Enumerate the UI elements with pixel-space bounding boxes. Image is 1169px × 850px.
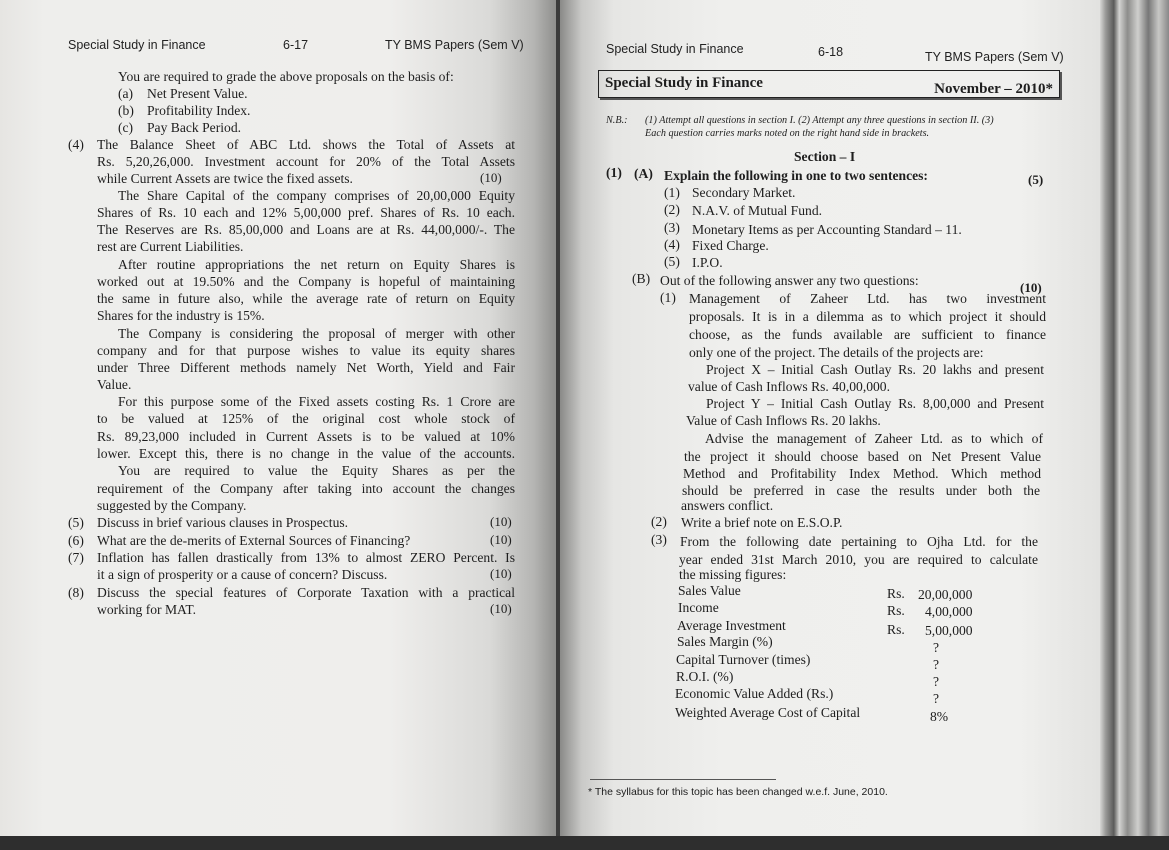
q8-text: working for MAT. bbox=[97, 602, 197, 617]
table-row-label: Income bbox=[678, 600, 719, 615]
table-row-value: 20,00,000 bbox=[918, 587, 973, 602]
q4-line: rest are Current Liabilities. bbox=[97, 239, 244, 254]
exam-title-box bbox=[598, 70, 1060, 98]
q5-number: (5) bbox=[68, 515, 84, 530]
q4-line: Rs. 5,20,26,000. Investment account for 20% of the Total Assets bbox=[97, 154, 515, 169]
part-b-q1-line: Value of Cash Inflows Rs. 20 lakhs. bbox=[686, 413, 881, 428]
part-a-item: Secondary Market. bbox=[692, 185, 796, 200]
footnote-rule bbox=[590, 779, 776, 780]
part-a-item-number: (5) bbox=[664, 254, 680, 269]
exam-subject: Special Study in Finance bbox=[605, 75, 763, 91]
part-b-q1-line: the project it should choose based on Net Present Value bbox=[684, 449, 1041, 464]
q4-line: lower. Except this, there is no change in the value of the accounts. bbox=[97, 446, 515, 461]
left-header-title: Special Study in Finance bbox=[68, 38, 206, 52]
q6-text: What are the de-merits of External Sources of Financing? bbox=[97, 533, 411, 548]
q6-marks: (10) bbox=[490, 532, 512, 547]
part-b-q1-line: Method and Profitability Index Method. Which method bbox=[683, 466, 1041, 481]
right-header-series: TY BMS Papers (Sem V) bbox=[925, 50, 1064, 64]
exam-session: November – 2010* bbox=[934, 81, 1053, 97]
criteria-label: (c) bbox=[118, 120, 134, 135]
left-page bbox=[0, 0, 556, 850]
criteria-text: Pay Back Period. bbox=[147, 120, 242, 135]
q6-number: (6) bbox=[68, 533, 84, 548]
part-b-q2-number: (2) bbox=[651, 514, 667, 529]
criteria-label: (a) bbox=[118, 86, 134, 101]
table-row-label: Sales Value bbox=[678, 583, 741, 598]
q4-line: requirement of the Company after taking into account the changes bbox=[97, 481, 515, 496]
book-page-edges bbox=[1100, 0, 1169, 850]
table-row-currency: Rs. bbox=[887, 622, 905, 637]
criteria-text: Profitability Index. bbox=[147, 103, 251, 118]
q4-line: For this purpose some of the Fixed assets costing Rs. 1 Crore are bbox=[118, 394, 515, 409]
table-row-value: 8% bbox=[930, 709, 949, 724]
right-page-number: 6-18 bbox=[818, 45, 844, 59]
q4-line: The Company is considering the proposal of merger with other bbox=[118, 326, 515, 341]
part-b-q3-number: (3) bbox=[651, 532, 667, 547]
part-a-heading: Explain the following in one to two sentences: bbox=[664, 168, 928, 183]
q8-number: (8) bbox=[68, 585, 84, 600]
table-row-label: R.O.I. (%) bbox=[676, 669, 734, 684]
part-b-q3-line: From the following date pertaining to Ojha Ltd. for the bbox=[680, 534, 1038, 549]
table-row-currency: Rs. bbox=[887, 603, 905, 618]
q4-line: The Balance Sheet of ABC Ltd. shows the Total of Assets at bbox=[97, 137, 515, 152]
q4-line: After routine appropriations the net return on Equity Shares is bbox=[118, 257, 515, 272]
section-heading: Section – I bbox=[794, 149, 856, 164]
q4-line: the same in future also, while the average rate of return on Equity bbox=[97, 291, 515, 306]
part-b-q1-line: Project X – Initial Cash Outlay Rs. 20 lakhs and present bbox=[706, 362, 1044, 377]
criteria-text: Net Present Value. bbox=[147, 86, 248, 101]
part-b-q1-line: should be preferred in case the results under both the bbox=[682, 483, 1040, 498]
q7-marks: (10) bbox=[490, 566, 512, 581]
q4-line: The Share Capital of the company comprises of 20,00,000 Equity bbox=[118, 188, 515, 203]
part-b-q1-line: proposals. It is in a dilemma as to which project it should bbox=[689, 309, 1046, 324]
part-b-q1-line: only one of the project. The details of the projects are: bbox=[689, 345, 984, 360]
part-b-q1-line: choose, as the funds available are sufficient to finance bbox=[689, 327, 1046, 342]
q4-line: under Three Different methods namely Net Worth, Yield and Fair bbox=[97, 360, 515, 375]
part-b-q1-line: Advise the management of Zaheer Ltd. as to which of bbox=[705, 431, 1043, 446]
question-1-number: (1) bbox=[606, 165, 622, 180]
q8-text: Discuss the special features of Corporate Taxation with a practical bbox=[97, 585, 515, 600]
part-a-marks: (5) bbox=[1028, 172, 1044, 187]
part-a-item-number: (3) bbox=[664, 220, 680, 235]
part-a-item-number: (1) bbox=[664, 185, 680, 200]
q4-number: (4) bbox=[68, 137, 84, 152]
q4-line: Shares for the industry is 15%. bbox=[97, 308, 265, 323]
part-a-item: N.A.V. of Mutual Fund. bbox=[692, 203, 823, 218]
q4-line: You are required to value the Equity Shares as per the bbox=[118, 463, 515, 478]
q7-text: it a sign of prosperity or a cause of concern? Discuss. bbox=[97, 567, 388, 582]
part-a-item-number: (2) bbox=[664, 202, 680, 217]
table-row-value: 4,00,000 bbox=[925, 604, 973, 619]
part-b-q1-line: Management of Zaheer Ltd. has two investment bbox=[689, 291, 1046, 306]
table-row-label: Capital Turnover (times) bbox=[676, 652, 811, 667]
part-b-marks: (10) bbox=[1020, 280, 1042, 295]
part-b-q3-line: the missing figures: bbox=[679, 567, 787, 582]
table-row-value: ? bbox=[933, 691, 940, 706]
q7-number: (7) bbox=[68, 550, 84, 565]
part-b-heading: Out of the following answer any two questions: bbox=[660, 273, 919, 288]
part-a-item: Fixed Charge. bbox=[692, 238, 769, 253]
scanner-bottom-edge bbox=[0, 836, 1169, 850]
q4-line: company and for that purpose wishes to value its equity shares bbox=[97, 343, 515, 358]
table-row-label: Average Investment bbox=[677, 618, 786, 633]
part-a-item: Monetary Items as per Accounting Standard – 11. bbox=[692, 222, 962, 237]
nb-instructions: Each question carries marks noted on the right hand side in brackets. bbox=[645, 128, 930, 139]
footnote: * The syllabus for this topic has been changed w.e.f. June, 2010. bbox=[588, 786, 888, 798]
part-a-label: (A) bbox=[634, 166, 653, 181]
left-header-series: TY BMS Papers (Sem V) bbox=[385, 38, 524, 52]
part-b-q2-text: Write a brief note on E.S.O.P. bbox=[681, 515, 843, 530]
table-row-currency: Rs. bbox=[887, 586, 905, 601]
q4-line: The Reserves are Rs. 85,00,000 and Loans are at Rs. 44,00,000/-. The bbox=[97, 222, 515, 237]
q5-marks: (10) bbox=[490, 514, 512, 529]
q8-marks: (10) bbox=[490, 601, 512, 616]
table-row-value: ? bbox=[933, 657, 940, 672]
part-b-q1-line: Project Y – Initial Cash Outlay Rs. 8,00,000 and Present bbox=[706, 396, 1044, 411]
criteria-label: (b) bbox=[118, 103, 134, 118]
q4-line: while Current Assets are twice the fixed assets. bbox=[97, 171, 353, 186]
q4-line: Shares of Rs. 10 each and 12% 5,00,000 pref. Shares of Rs. 10 each. bbox=[97, 205, 515, 220]
part-b-q3-line: year ended 31st March 2010, you are required to calculate bbox=[679, 552, 1038, 567]
q4-line: suggested by the Company. bbox=[97, 498, 247, 513]
part-b-q1-line: answers conflict. bbox=[681, 498, 774, 513]
table-row-label: Weighted Average Cost of Capital bbox=[675, 705, 861, 720]
q4-marks: (10) bbox=[480, 170, 502, 185]
q4-line: Rs. 89,23,000 included in Current Assets is to be valued at 10% bbox=[97, 429, 515, 444]
table-row-value: ? bbox=[933, 640, 940, 655]
right-header-title: Special Study in Finance bbox=[606, 42, 744, 56]
part-b-label: (B) bbox=[632, 271, 651, 286]
part-b-q1-line: value of Cash Inflows Rs. 40,00,000. bbox=[688, 379, 891, 394]
table-row-label: Sales Margin (%) bbox=[677, 634, 773, 649]
grading-intro: You are required to grade the above proposals on the basis of: bbox=[118, 69, 454, 84]
nb-label: N.B.: bbox=[606, 115, 628, 126]
part-a-item: I.P.O. bbox=[692, 255, 723, 270]
part-a-item-number: (4) bbox=[664, 237, 680, 252]
q4-line: worked out at 19.50% and the Company is hopeful of maintaining bbox=[97, 274, 515, 289]
table-row-value: ? bbox=[933, 674, 940, 689]
part-b-q1-number: (1) bbox=[660, 290, 676, 305]
table-row-label: Economic Value Added (Rs.) bbox=[675, 686, 834, 701]
q5-text: Discuss in brief various clauses in Prospectus. bbox=[97, 515, 349, 530]
q4-line: to be valued at 125% of the original cost whole stock of bbox=[97, 411, 515, 426]
left-page-number: 6-17 bbox=[283, 38, 309, 52]
table-row-value: 5,00,000 bbox=[925, 623, 973, 638]
nb-instructions: (1) Attempt all questions in section I. (2) Attempt any three questions in section II. (3) bbox=[645, 115, 994, 126]
q7-text: Inflation has fallen drastically from 13% to almost ZERO Percent. Is bbox=[97, 550, 515, 565]
q4-line: Value. bbox=[97, 377, 132, 392]
